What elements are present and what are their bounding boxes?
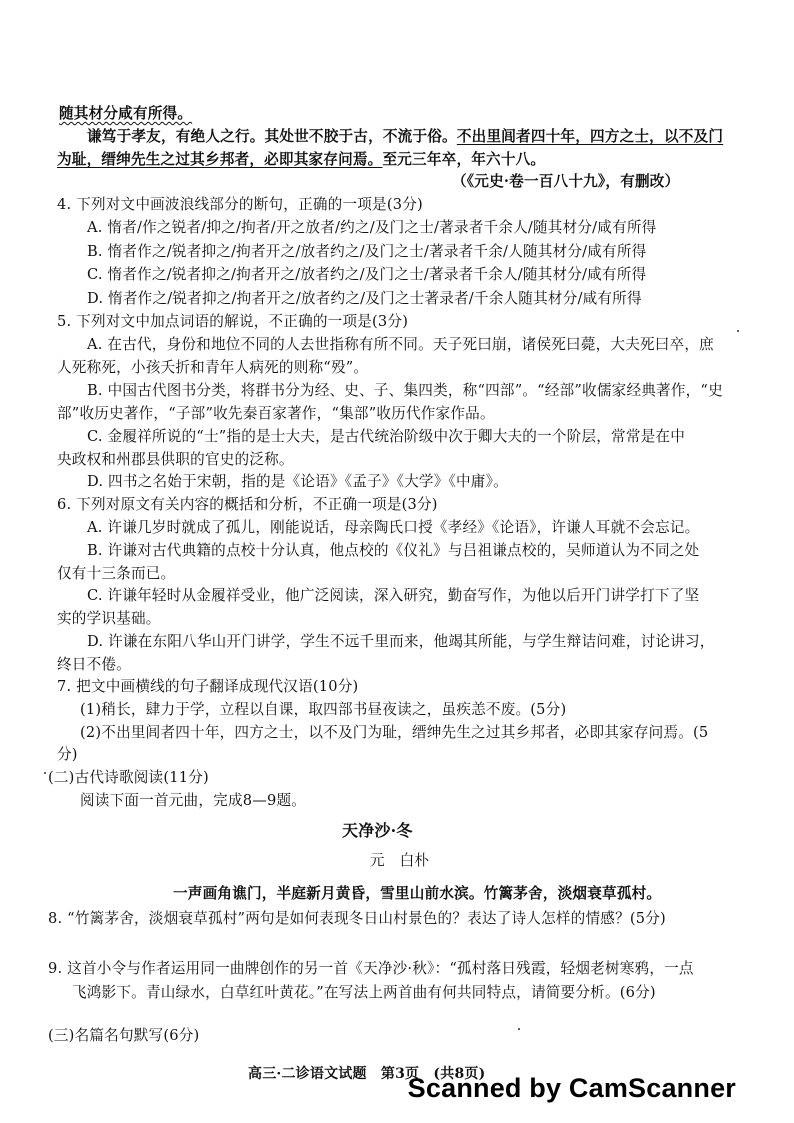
q6-option-a: A. 许谦几岁时就成了孤儿，刚能说话，母亲陶氏口授《孝经》《论语》，许谦人耳就不会忘记。 [87,519,700,536]
q6-stem: 6. 下列对原文有关内容的概括和分析，不正确一项是(3分) [57,496,438,513]
passage-line-3a: 为耻，缙绅先生之过其乡邦者，必即其家存问焉。 [57,151,383,168]
passage-line-2a: 谦笃于孝友，有绝人之行。其处世不胶于古，不流于俗。 [87,128,457,145]
passage-line-3 [57,150,545,170]
passage-source: （《元史·卷一百八十九》，有删改） [452,173,680,190]
passage-line-2b: 不出里闾者四十年，四方之士，以不及门 [456,128,724,145]
q5-option-a-line2: 人死称死，小孩夭折和青年人病死的则称“殁”。 [57,359,369,376]
section-2-intro: 阅读下面一首元曲，完成8—9题。 [80,792,307,809]
q5-option-b-line2: 部”收历史著作，“子部”收先秦百家著作，“集部”收历代作家作品。 [57,405,495,422]
q5-stem: 5. 下列对文中加点词语的解说，不正确的一项是(3分) [57,313,409,330]
q5-option-b-line1: B. 中国古代图书分类，将群书分为经、史、子、集四类，称“四部”。“经部”收儒家经典著作，“史 [87,382,723,399]
q4-option-c: C. 惰者作之/锐者抑之/拘者开之/放者约之/及门之士/著录者千余人/随其材分/咸有所得 [87,266,647,283]
passage-line-2 [87,127,723,147]
q8-text: 8. “竹篱茅舍，淡烟衰草孤村”两句是如何表现冬日山村景色的？表达了诗人怎样的情感？(5分) [48,910,666,927]
q4-option-b: B. 惰者作之/锐者抑之/拘者开之/放者约之/及门之士/著录者千余/人随其材分/咸有所得 [87,243,647,260]
q4-option-a: A. 惰者/作之锐者/抑之/拘者/开之放者/约之/及门之士/著录者千余人/随其材分/咸有所得 [87,219,657,236]
q7-sentence-2-tail: 分) [57,746,78,763]
q6-option-c-line2: 实的学识基础。 [57,610,161,627]
poem-author: 元 白朴 [370,852,430,869]
poem-title: 天净沙·冬 [342,821,413,840]
section-3-heading: (三)名篇名句默写(6分) [48,1027,200,1044]
q6-option-d-line2: 终日不倦。 [57,656,131,673]
passage-line-1: 随其材分咸有所得。 [59,105,193,122]
q9-line-1: 9. 这首小令与作者运用同一曲牌创作的另一首《天净沙·秋》：“孤村落日残霞，轻烟老树寒鸦，一点 [48,960,694,977]
q5-option-a-line1: A. 在古代，身份和地位不同的人去世指称有所不同。天子死曰崩，诸侯死曰薨，大夫死曰卒，庶 [87,336,714,353]
q4-option-d: D. 惰者作之/锐者抑之/拘者开之/放者约之/及门之士著录者/千余人随其材分/咸有所得 [87,290,642,307]
scan-speck [44,772,46,774]
q5-option-c-line1: C. 金履祥所说的“士”指的是士大夫，是古代统治阶级中次于卿大夫的一个阶层，常常是在中 [87,428,686,445]
q5-option-d: D. 四书之名始于宋朝，指的是《论语》《孟子》《大学》《中庸》。 [87,473,508,490]
q6-option-d-line1: D. 许谦在东阳八华山开门讲学，学生不远千里而来，他竭其所能，与学生辩诘问难，讨论讲习， [87,633,715,650]
q6-option-b-line2: 仅有十三条而已。 [57,565,176,582]
q6-option-c-line1: C. 许谦年轻时从金履祥受业，他广泛阅读，深入研究，勤奋写作，为他以后开门讲学打下了坚 [87,587,700,604]
scan-speck [518,1028,520,1030]
poem-body: 一声画角谯门，半庭新月黄昏，雪里山前水滨。竹篱茅舍，淡烟衰草孤村。 [173,885,662,902]
page-footer: 高三·二诊语文试题 第3页 (共8页) [248,1066,486,1082]
q5-option-c-line2: 央政权和州郡县供职的官史的泛称。 [57,451,294,468]
q9-line-2: 飞鸿影下。青山绿水，白草红叶黄花。”在写法上两首曲有何共同特点，请简要分析。(6分) [72,984,656,1001]
scan-speck [737,330,739,332]
scanner-watermark: Scanned by CamScanner [407,1073,736,1103]
passage-line-3b: 至元三年卒，年六十八。 [382,151,546,168]
q4-stem: 4. 下列对文中画波浪线部分的断句，正确的一项是(3分) [57,196,423,213]
q6-option-b-line1: B. 许谦对古代典籍的点校十分认真，他点校的《仪礼》与吕祖谦点校的，吴师道认为不同之处 [87,542,700,559]
q7-sentence-1: (1)稍长，肆力于学，立程以自课，取四部书昼夜读之，虽疾恙不废。(5分) [80,701,567,718]
section-2-heading: (二)古代诗歌阅读(11分) [48,769,209,786]
q7-stem: 7. 把文中画横线的句子翻译成现代汉语(10分) [57,678,359,695]
q7-sentence-2: (2)不出里闾者四十年，四方之士，以不及门为耻，缙绅先生之过其乡邦者，必即其家存问焉。(5 [80,724,709,741]
